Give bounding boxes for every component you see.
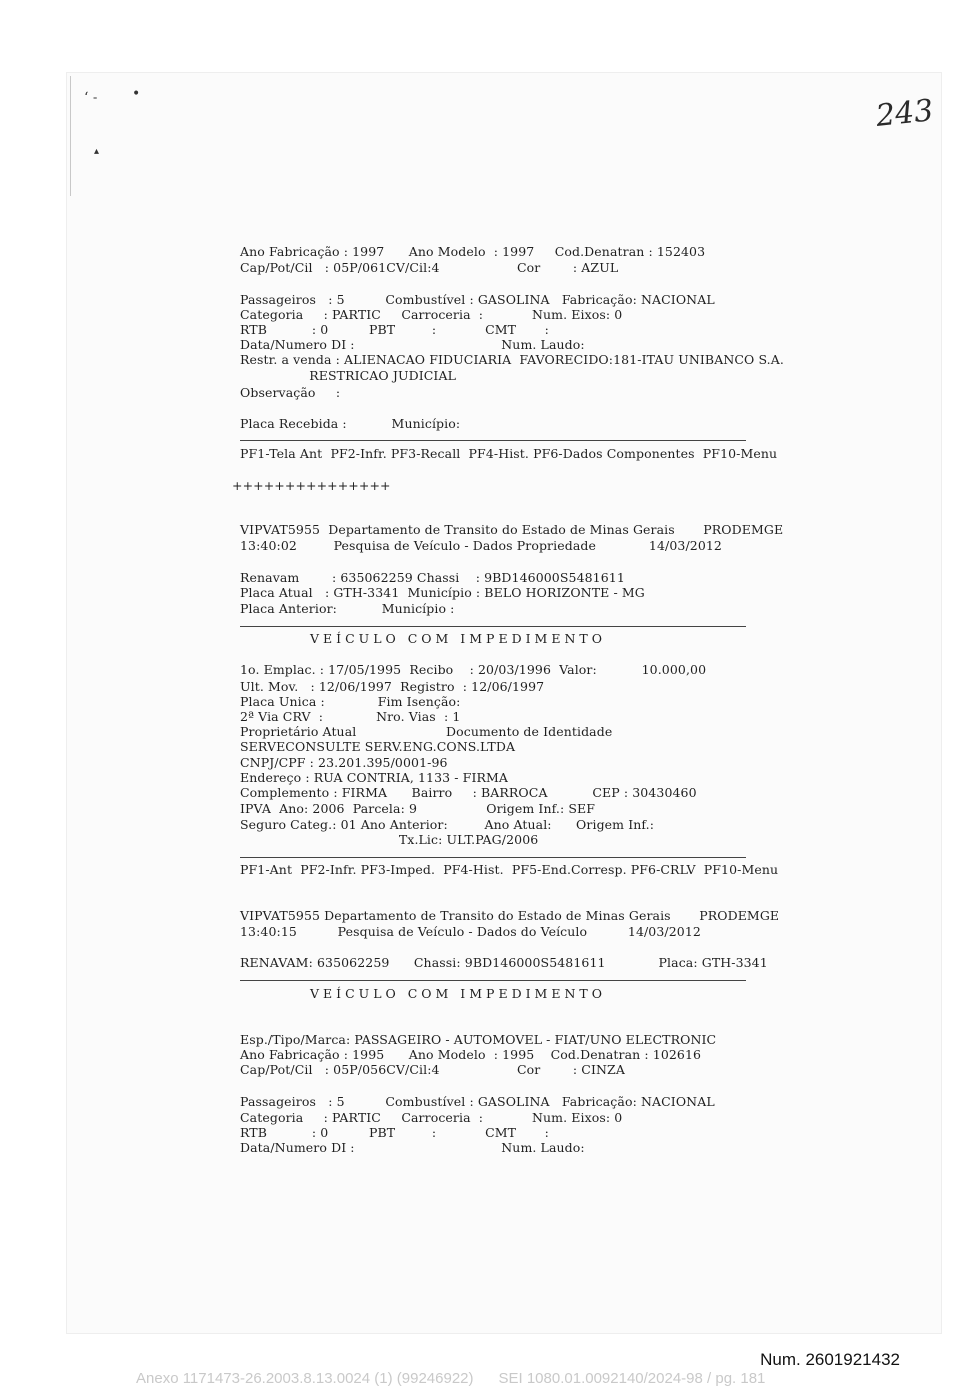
text-line: Placa Atual : GTH-3341 Município : BELO HORIZONTE - MG xyxy=(240,585,645,600)
text-line: Passageiros : 5 Combustível : GASOLINA Fabricação: NACIONAL xyxy=(240,292,715,307)
text-line: Seguro Categ.: 01 Ano Anterior: Ano Atual: Origem Inf.: xyxy=(240,817,655,832)
text-line: Data/Numero DI : Num. Laudo: xyxy=(240,1140,585,1155)
text-line: SERVECONSULTE SERV.ENG.CONS.LTDA xyxy=(240,739,516,754)
text-line: Data/Numero DI : Num. Laudo: xyxy=(240,337,585,352)
scan-edge-line xyxy=(70,76,71,196)
text-line: CNPJ/CPF : 23.201.395/0001-96 xyxy=(240,755,448,770)
header-line: 13:40:15 Pesquisa de Veículo - Dados do Veículo 14/03/2012 xyxy=(240,924,701,939)
function-keys-bar: PF1-Ant PF2-Infr. PF3-Imped. PF4-Hist. PF5-End.Corresp. PF6-CRLV PF10-Menu xyxy=(240,862,779,877)
text-line: 2ª Via CRV : Nro. Vias : 1 xyxy=(240,709,461,724)
text-line: Ano Fabricação : 1995 Ano Modelo : 1995 Cod.Denatran : 102616 xyxy=(240,1047,702,1062)
divider xyxy=(240,980,746,981)
text-line: Restr. a venda : ALIENACAO FIDUCIARIA FAVORECIDO:181-ITAU UNIBANCO S.A. xyxy=(240,352,784,367)
text-line: Esp./Tipo/Marca: PASSAGEIRO - AUTOMOVEL - FIAT/UNO ELECTRONIC xyxy=(240,1032,717,1047)
text-line: RTB : 0 PBT : CMT : xyxy=(240,322,549,337)
text-line: Renavam : 635062259 Chassi : 9BD146000S5481611 xyxy=(240,570,625,585)
header-line: VIPVAT5955 Departamento de Transito do Estado de Minas Gerais PRODEMGE xyxy=(240,908,780,923)
scan-speck: • xyxy=(132,86,141,102)
text-line: Placa Recebida : Município: xyxy=(240,416,461,431)
document-number: Num. 2601921432 xyxy=(760,1350,900,1369)
scan-speck: ▴ xyxy=(94,146,100,157)
text-line: Passageiros : 5 Combustível : GASOLINA Fabricação: NACIONAL xyxy=(240,1094,715,1109)
divider xyxy=(240,440,746,441)
text-line: RESTRICAO JUDICIAL xyxy=(240,368,456,383)
text-line: Placa Unica : Fim Isenção: xyxy=(240,694,461,709)
text-line: Tx.Lic: ULT.PAG/2006 xyxy=(240,832,539,847)
text-line: Categoria : PARTIC Carroceria : Num. Eixos: 0 xyxy=(240,307,623,322)
divider xyxy=(240,626,746,627)
vehicle-status: VEÍCULO COM IMPEDIMENTO xyxy=(310,631,606,646)
text-line: Placa Anterior: Município : xyxy=(240,601,455,616)
text-line: Complemento : FIRMA Bairro : BARROCA CEP : 30430460 xyxy=(240,785,697,800)
text-line: IPVA Ano: 2006 Parcela: 9 Origem Inf.: SEF xyxy=(240,801,595,816)
text-line: RTB : 0 PBT : CMT : xyxy=(240,1125,549,1140)
text-line: Cap/Pot/Cil : 05P/056CV/Cil:4 Cor : CINZA xyxy=(240,1062,625,1077)
handwritten-folio-number: 243 xyxy=(874,93,935,134)
scan-speck: ʻ ˗ xyxy=(84,90,98,106)
footer-reference: Anexo 1171473-26.2003.8.13.0024 (1) (99246922) SEI 1080.01.0092140/2024-98 / pg. 181 xyxy=(136,1370,766,1387)
vehicle-status: VEÍCULO COM IMPEDIMENTO xyxy=(310,986,606,1001)
text-line: Ult. Mov. : 12/06/1997 Registro : 12/06/1997 xyxy=(240,679,545,694)
divider xyxy=(240,857,746,858)
text-line: Cap/Pot/Cil : 05P/061CV/Cil:4 Cor : AZUL xyxy=(240,260,619,275)
function-keys-bar: PF1-Tela Ant PF2-Infr. PF3-Recall PF4-Hist. PF6-Dados Componentes PF10-Menu xyxy=(240,446,778,461)
text-line: 1o. Emplac. : 17/05/1995 Recibo : 20/03/1996 Valor: 10.000,00 xyxy=(240,662,707,677)
header-line: VIPVAT5955 Departamento de Transito do Estado de Minas Gerais PRODEMGE xyxy=(240,522,784,537)
identifiers-line: RENAVAM: 635062259 Chassi: 9BD146000S5481611 Placa: GTH-3341 xyxy=(240,955,768,970)
header-line: 13:40:02 Pesquisa de Veículo - Dados Propriedade 14/03/2012 xyxy=(240,538,722,553)
text-line: Endereço : RUA CONTRIA, 1133 - FIRMA xyxy=(240,770,509,785)
text-line: Observação : xyxy=(240,385,341,400)
text-line: Categoria : PARTIC Carroceria : Num. Eixos: 0 xyxy=(240,1110,623,1125)
text-line: Ano Fabricação : 1997 Ano Modelo : 1997 Cod.Denatran : 152403 xyxy=(240,244,706,259)
separator-line: +++++++++++++++ xyxy=(232,478,391,493)
text-line: Proprietário Atual Documento de Identidade xyxy=(240,724,613,739)
